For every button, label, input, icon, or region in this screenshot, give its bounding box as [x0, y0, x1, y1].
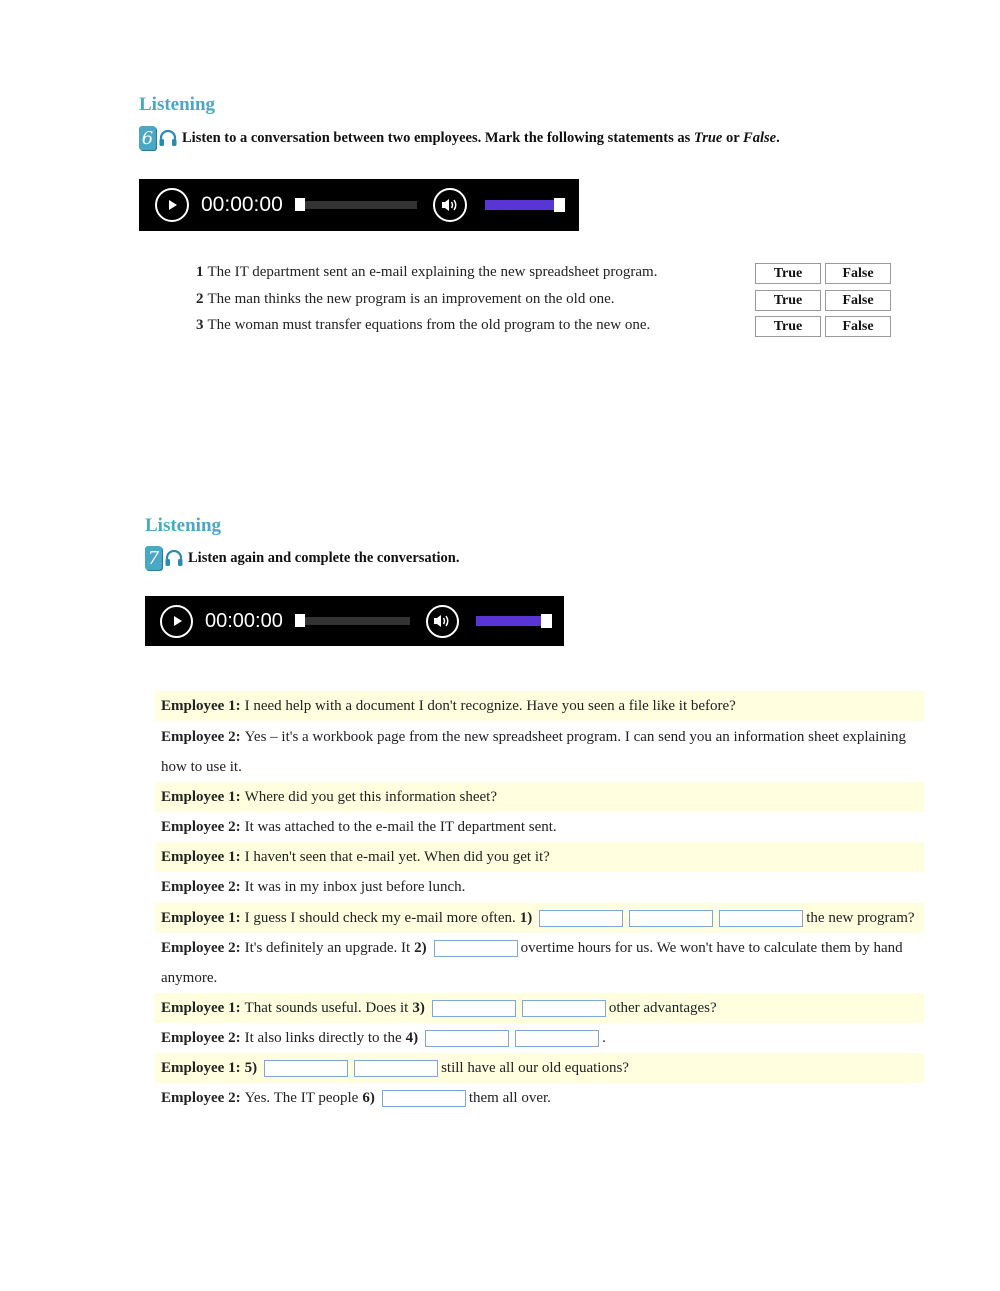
dialog-line: Employee 1: Where did you get this information sheet? — [155, 782, 924, 812]
answer-input-2a[interactable] — [434, 940, 518, 957]
dialog-line: Employee 1: 5) still have all our old equations? — [155, 1053, 924, 1083]
volume-slider[interactable] — [485, 200, 565, 210]
instruction-text: Listen to a conversation between two employees. Mark the following statements as True or False. — [182, 129, 780, 146]
volume-handle[interactable] — [541, 614, 552, 628]
answer-input-1b[interactable] — [629, 910, 713, 927]
answer-input-1c[interactable] — [719, 910, 803, 927]
answer-input-6a[interactable] — [382, 1090, 466, 1107]
statement-1: 1 The IT department sent an e-mail explaining the new spreadsheet program. — [196, 264, 658, 280]
seek-bar[interactable] — [295, 617, 410, 625]
dialog-line: Employee 2: It also links directly to the 4) . — [161, 1029, 606, 1046]
play-icon — [165, 198, 179, 212]
dialog-line: Employee 1: That sounds useful. Does it 3) other advantages? — [155, 993, 924, 1023]
play-button[interactable] — [155, 188, 189, 222]
dialog-line: Employee 2: Yes. The IT people 6) them all over. — [161, 1089, 551, 1106]
instruction-text: Listen again and complete the conversation. — [188, 549, 460, 566]
statement-2: 2 The man thinks the new program is an improvement on the old one. — [196, 291, 615, 307]
audio-player — [139, 179, 579, 231]
answer-input-5b[interactable] — [354, 1060, 438, 1077]
answer-input-3a[interactable] — [432, 1000, 516, 1017]
answer-input-4a[interactable] — [425, 1030, 509, 1047]
volume-slider[interactable] — [476, 616, 552, 626]
dialog-line: Employee 1: I need help with a document I don't recognize. Have you seen a file like it before? — [155, 691, 924, 721]
section-1-heading: Listening — [139, 94, 216, 115]
seek-handle[interactable] — [295, 614, 305, 627]
dialog-line: anymore. — [161, 969, 218, 986]
headphones-icon — [164, 548, 184, 568]
dialog-line: Employee 2: It was in my inbox just before lunch. — [161, 878, 466, 895]
headphones-icon — [158, 128, 178, 148]
volume-button[interactable] — [433, 188, 467, 222]
dialog-line: Employee 2: Yes – it's a workbook page from the new spreadsheet program. I can send you an information sheet explaining — [161, 728, 907, 745]
statement-3: 3 The woman must transfer equations from the old program to the new one. — [196, 317, 651, 333]
dialog-line: Employee 1: I guess I should check my e-mail more often. 1) the new program? — [155, 903, 924, 933]
statement-1-false-button[interactable]: False — [825, 263, 891, 284]
exercise-number-badge: 7 — [145, 546, 162, 570]
play-icon — [170, 614, 184, 628]
answer-input-5a[interactable] — [264, 1060, 348, 1077]
dialog-line: Employee 2: It was attached to the e-mail the IT department sent. — [161, 818, 557, 835]
answer-input-1a[interactable] — [539, 910, 623, 927]
section-2-heading: Listening — [145, 515, 222, 536]
speaker-icon — [433, 613, 451, 629]
dialog-line: how to use it. — [161, 758, 242, 775]
exercise-number-badge: 6 — [139, 126, 156, 150]
audio-player — [145, 596, 564, 646]
answer-input-3b[interactable] — [522, 1000, 606, 1017]
answer-input-4b[interactable] — [515, 1030, 599, 1047]
volume-button[interactable] — [426, 605, 459, 638]
statement-2-true-button[interactable]: True — [755, 290, 821, 311]
statement-3-true-button[interactable]: True — [755, 316, 821, 337]
dialog-line: Employee 2: It's definitely an upgrade. It 2) overtime hours for us. We won't have to calculate them by hand — [161, 939, 903, 956]
seek-bar[interactable] — [295, 201, 417, 209]
statement-2-false-button[interactable]: False — [825, 290, 891, 311]
statement-3-false-button[interactable]: False — [825, 316, 891, 337]
seek-handle[interactable] — [295, 198, 305, 211]
time-display: 00:00:00 — [205, 609, 283, 632]
play-button[interactable] — [160, 605, 193, 638]
volume-handle[interactable] — [554, 198, 565, 212]
section-2-instruction — [145, 546, 459, 570]
dialog-line: Employee 1: I haven't seen that e-mail yet. When did you get it? — [155, 842, 924, 872]
speaker-icon — [441, 197, 459, 213]
time-display: 00:00:00 — [201, 193, 283, 216]
statement-1-true-button[interactable]: True — [755, 263, 821, 284]
section-1-instruction — [139, 126, 780, 150]
